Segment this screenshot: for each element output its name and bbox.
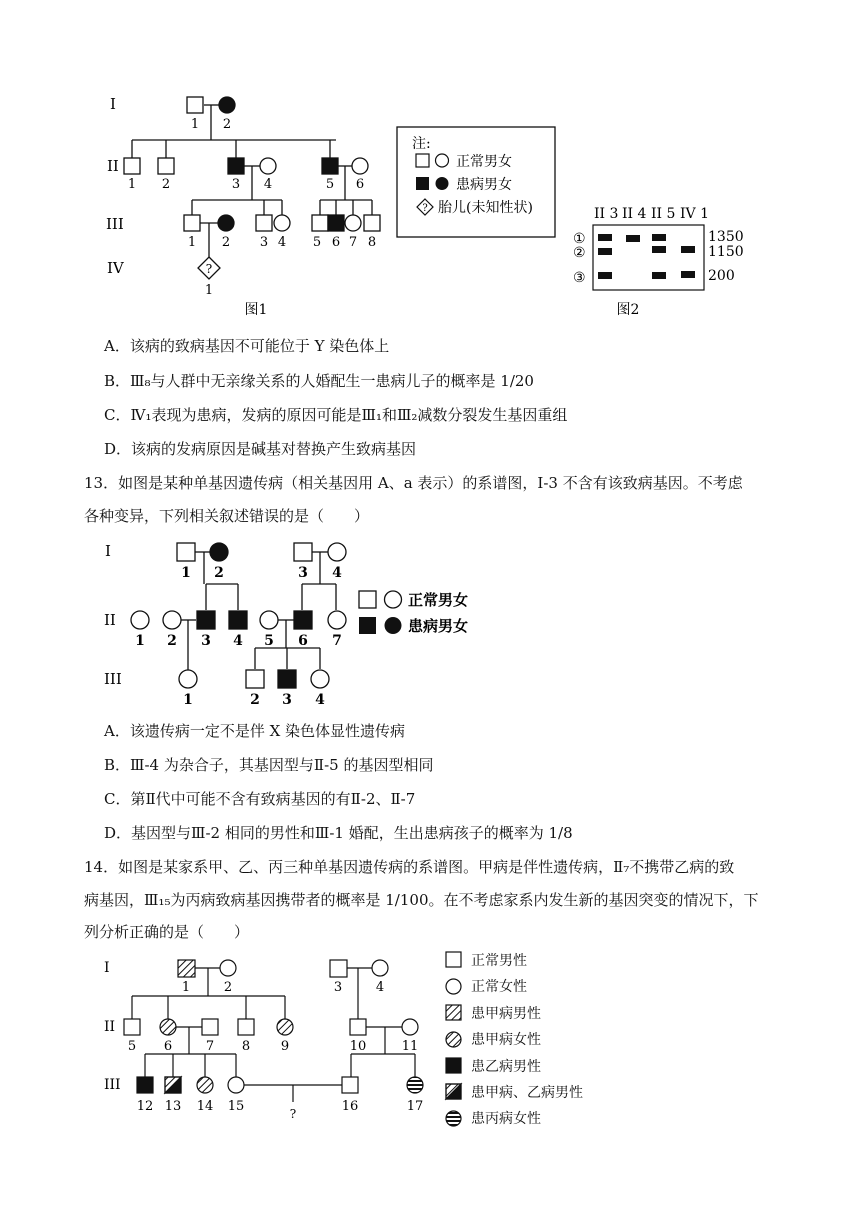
- q13-stem-line-1: 13．如图是某种单基因遗传病（相关基因用 A、a 表示）的系谱图，Ⅰ-3 不含有该致病基因。不考虑: [84, 474, 743, 492]
- svg-text:200: 200: [708, 268, 735, 284]
- svg-text:1: 1: [183, 692, 193, 708]
- svg-text:9: 9: [280, 1039, 290, 1054]
- svg-text:6: 6: [355, 177, 365, 192]
- svg-text:3: 3: [333, 980, 343, 995]
- svg-text:1: 1: [181, 565, 191, 581]
- svg-text:2: 2: [250, 692, 260, 708]
- gel-band: [652, 272, 666, 279]
- svg-text:2: 2: [167, 633, 177, 649]
- svg-text:8: 8: [367, 235, 377, 250]
- q13-stem-line-2: 各种变异，下列相关叙述错误的是（ ）: [84, 507, 370, 525]
- gel-band: [681, 271, 695, 278]
- normal-male-symbol: [158, 158, 174, 174]
- normal-male-symbol: [312, 215, 328, 231]
- svg-text:1150: 1150: [708, 244, 744, 260]
- svg-text:1350: 1350: [708, 229, 744, 245]
- svg-text:1: 1: [135, 633, 145, 649]
- q14-generation-labels: [104, 960, 121, 1093]
- q12-option-b: B．Ⅲ₈与人群中无亲缘关系的人婚配生一患病儿子的概率是 1/20: [104, 372, 534, 390]
- figure2-caption: 图2: [616, 302, 640, 318]
- svg-text:患病男女: 患病男女: [456, 177, 512, 193]
- svg-text:IV: IV: [107, 259, 124, 277]
- svg-text:7: 7: [348, 235, 358, 250]
- svg-text:正常男女: 正常男女: [456, 154, 512, 170]
- normal-female-symbol: [345, 215, 361, 231]
- figure1-caption: 图1: [244, 302, 268, 318]
- svg-text:14: 14: [196, 1099, 214, 1114]
- svg-text:III: III: [104, 670, 122, 688]
- svg-text:1: 1: [181, 980, 191, 995]
- svg-text:6: 6: [331, 235, 341, 250]
- svg-text:③: ③: [573, 270, 586, 286]
- svg-text:II: II: [107, 157, 119, 175]
- normal-male-symbol: [124, 158, 140, 174]
- affected-male-symbol: [322, 158, 338, 174]
- figure1-legend: [397, 127, 555, 237]
- svg-text:正常女性: 正常女性: [471, 979, 527, 995]
- q14-offspring-mark: ?: [289, 1107, 297, 1121]
- svg-text:正常男性: 正常男性: [471, 953, 527, 969]
- svg-text:5: 5: [264, 633, 274, 649]
- svg-text:患甲病男性: 患甲病男性: [471, 1006, 541, 1022]
- svg-text:3: 3: [259, 235, 269, 250]
- affected-female-symbol: [218, 215, 234, 231]
- svg-text:II 5: II 5: [651, 206, 676, 222]
- svg-text:II 4: II 4: [622, 206, 647, 222]
- svg-text:2: 2: [223, 980, 233, 995]
- q13-option-c: C．第Ⅱ代中可能不含有致病基因的有Ⅱ-2、Ⅱ-7: [104, 790, 416, 808]
- q14-legend: [446, 952, 461, 1126]
- q12-option-c: C．Ⅳ₁表现为患病，发病的原因可能是Ⅲ₁和Ⅲ₂减数分裂发生基因重组: [104, 406, 568, 424]
- svg-text:4: 4: [315, 692, 325, 708]
- q13-generation-labels: [104, 542, 122, 688]
- affected-male-symbol: [228, 158, 244, 174]
- svg-text:15: 15: [227, 1099, 245, 1114]
- svg-text:4: 4: [375, 980, 385, 995]
- gel-band: [598, 248, 612, 255]
- svg-text:7: 7: [205, 1039, 215, 1054]
- svg-text:11: 11: [401, 1039, 419, 1054]
- svg-text:3: 3: [231, 177, 241, 192]
- svg-text:I: I: [105, 542, 111, 560]
- q12-option-d: D．该病的发病原因是碱基对替换产生致病基因: [104, 440, 417, 458]
- svg-text:1: 1: [127, 177, 137, 192]
- gel-band: [681, 246, 695, 253]
- svg-text:12: 12: [136, 1099, 154, 1114]
- svg-text:I: I: [104, 960, 110, 976]
- svg-text:①: ①: [573, 231, 586, 247]
- normal-male-symbol: [184, 215, 200, 231]
- figure2-gel: [573, 206, 744, 318]
- svg-text:3: 3: [298, 565, 308, 581]
- svg-text:胎儿(未知性状): 胎儿(未知性状): [438, 200, 533, 216]
- svg-text:患甲病女性: 患甲病女性: [471, 1032, 541, 1048]
- svg-text:3: 3: [201, 633, 211, 649]
- svg-text:4: 4: [332, 565, 342, 581]
- affected-female-symbol: [219, 97, 235, 113]
- q13-pedigree-symbols: [131, 543, 346, 688]
- svg-text:7: 7: [332, 633, 342, 649]
- svg-text:6: 6: [163, 1039, 173, 1054]
- svg-text:2: 2: [222, 117, 232, 132]
- q13-option-d: D．基因型与Ⅲ-2 相同的男性和Ⅲ-1 婚配，生出患病孩子的概率为 1/8: [104, 824, 573, 842]
- svg-text:3: 3: [282, 692, 292, 708]
- svg-text:注:: 注:: [412, 136, 431, 152]
- normal-female-symbol: [352, 158, 368, 174]
- gel-band: [598, 272, 612, 279]
- svg-text:4: 4: [263, 177, 273, 192]
- svg-text:5: 5: [325, 177, 335, 192]
- q13-legend: [359, 591, 468, 635]
- q14-individual-numbers: [128, 980, 423, 1114]
- svg-text:II: II: [104, 611, 116, 629]
- normal-male-symbol: [364, 215, 380, 231]
- svg-text:患丙病女性: 患丙病女性: [471, 1111, 541, 1127]
- svg-text:I: I: [110, 95, 116, 113]
- svg-text:1: 1: [190, 117, 200, 132]
- q14-stem-line-1: 14．如图是某家系甲、乙、丙三种单基因遗传病的系谱图。甲病是伴性遗传病，Ⅱ₇不携带乙病的致: [84, 858, 735, 876]
- svg-text:4: 4: [277, 235, 287, 250]
- svg-text:III: III: [104, 1077, 121, 1093]
- svg-text:5: 5: [127, 1039, 137, 1054]
- gel-band: [652, 246, 666, 253]
- svg-text:16: 16: [341, 1099, 359, 1114]
- figure1-individual-numbers: [128, 117, 376, 298]
- svg-text:10: 10: [349, 1039, 367, 1054]
- gel-band: [626, 235, 640, 242]
- svg-text:4: 4: [233, 633, 243, 649]
- svg-text:II 3: II 3: [594, 206, 619, 222]
- svg-text:患病男女: 患病男女: [408, 617, 469, 635]
- svg-text:正常男女: 正常男女: [408, 591, 469, 609]
- svg-text:2: 2: [214, 565, 224, 581]
- svg-text:IV 1: IV 1: [680, 206, 709, 222]
- svg-text:2: 2: [161, 177, 171, 192]
- q13-option-a: A．该遗传病一定不是伴 X 染色体显性遗传病: [104, 722, 406, 740]
- svg-text:13: 13: [164, 1099, 182, 1114]
- svg-text:II: II: [104, 1019, 116, 1035]
- q14-stem-line-3: 列分析正确的是（ ）: [84, 923, 250, 941]
- svg-text:1: 1: [204, 283, 214, 298]
- affected-male-symbol: [328, 215, 344, 231]
- svg-text:患乙病男性: 患乙病男性: [471, 1059, 541, 1075]
- normal-female-symbol: [274, 215, 290, 231]
- q14-legend-labels: [471, 952, 583, 1127]
- svg-text:6: 6: [298, 633, 308, 649]
- svg-text:②: ②: [573, 245, 586, 261]
- svg-text:患甲病、乙病男性: 患甲病、乙病男性: [471, 1085, 583, 1101]
- q14-stem-line-2: 病基因，Ⅲ₁₅为丙病致病基因携带者的概率是 1/100。在不考虑家系内发生新的基因突变的情况下，下: [84, 891, 759, 909]
- svg-text:2: 2: [221, 235, 231, 250]
- svg-text:8: 8: [241, 1039, 251, 1054]
- figure1-generation-labels: [106, 95, 125, 277]
- svg-text:5: 5: [312, 235, 322, 250]
- fetus-question-mark: ?: [205, 262, 213, 276]
- q12-option-a: A．该病的致病基因不可能位于 Y 染色体上: [104, 337, 390, 355]
- normal-male-symbol: [187, 97, 203, 113]
- svg-text:III: III: [106, 215, 124, 233]
- normal-female-symbol: [260, 158, 276, 174]
- svg-text:1: 1: [187, 235, 197, 250]
- normal-male-symbol: [256, 215, 272, 231]
- q13-option-b: B．Ⅲ-4 为杂合子，其基因型与Ⅱ-5 的基因型相同: [104, 756, 434, 774]
- svg-text:17: 17: [406, 1099, 424, 1114]
- gel-band: [598, 234, 612, 241]
- svg-text:?: ?: [422, 203, 428, 214]
- gel-band: [652, 234, 666, 241]
